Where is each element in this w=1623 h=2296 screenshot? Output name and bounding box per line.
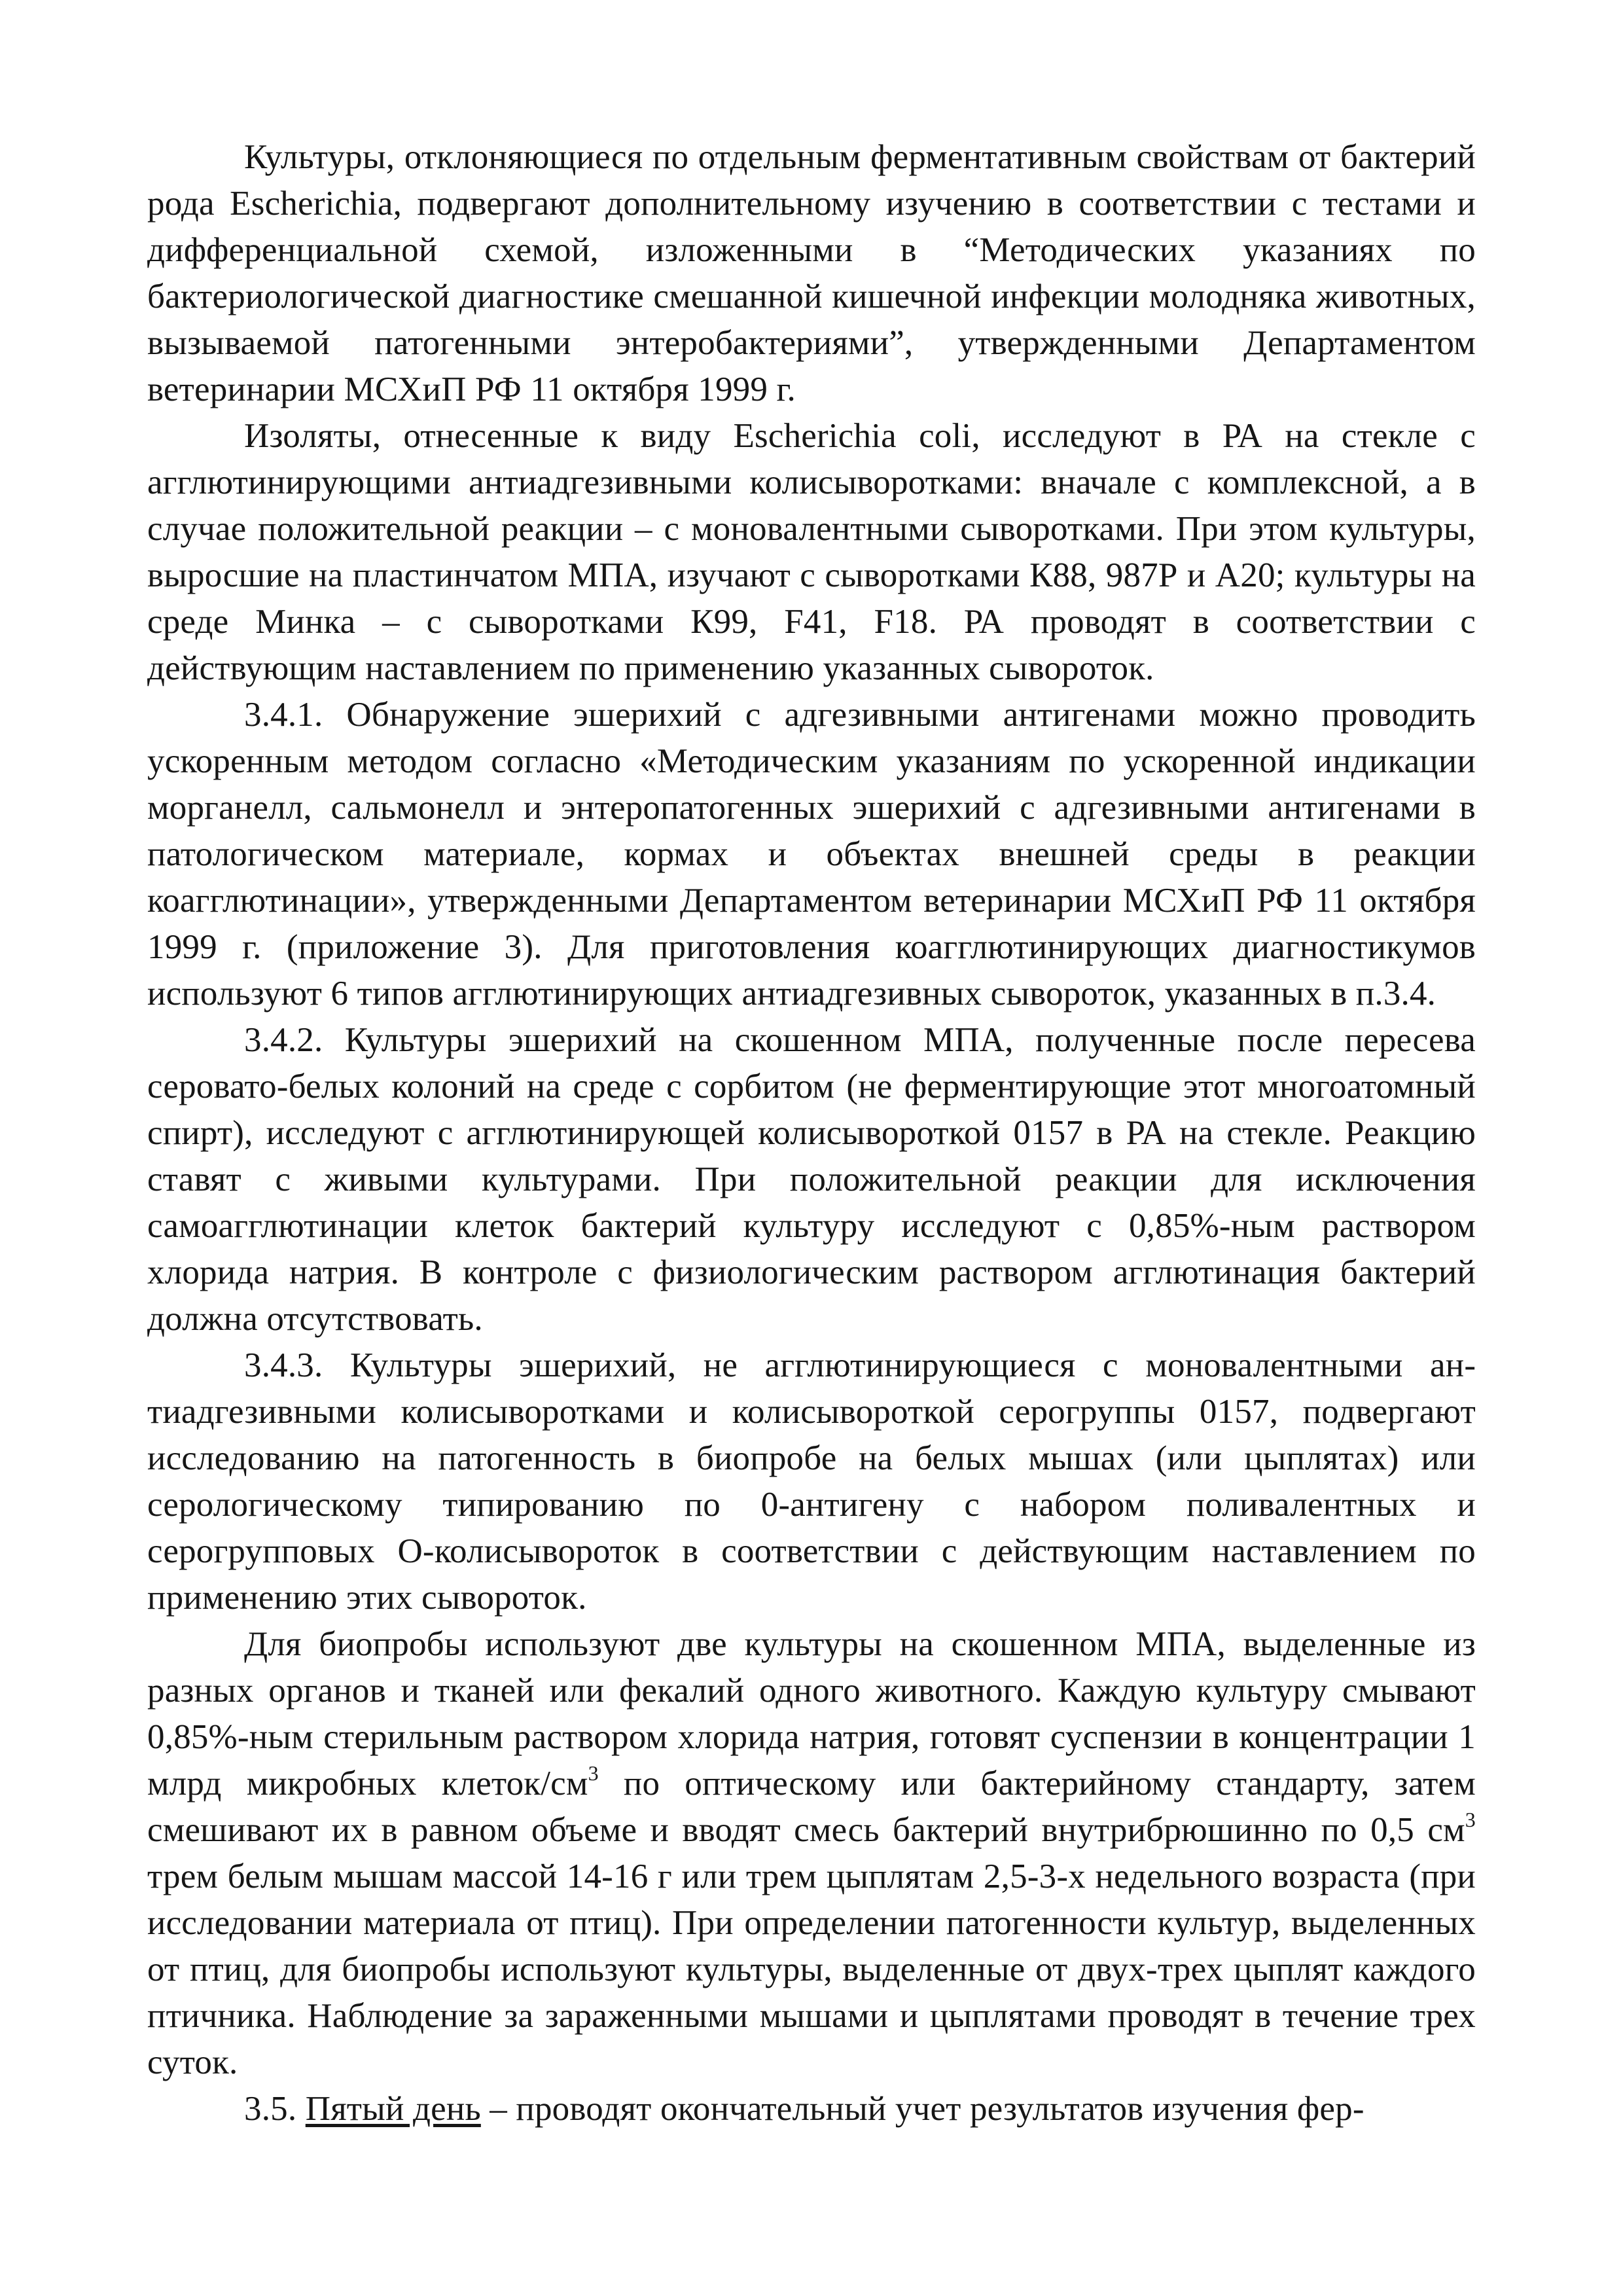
paragraph-culture-deviations: Культуры, отклоняющиеся по отдельным ферментативным свойствам от бактерий рода Escherichia, подвергают дополнительному изучению в соответствии с тестами и дифференциальной схемой, изложенными в “Методических указаниях по бактериологической диагностике смешанной кишечной инфекции молодняка животных, вызываемой патогенными энтеробактериями”, утвержденными Департаментом ветеринарии МСХиП РФ 11 октября 1999 г. <box>147 138 1476 408</box>
paragraph-bioassay <box>147 1621 1476 2086</box>
superscript-cubic-1: 3 <box>588 1761 599 1785</box>
section-3-5-text: – проводят окончательный учет результатов изучения фер- <box>480 2090 1364 2128</box>
paragraph-section-3-5 <box>147 2086 1476 2132</box>
bioassay-text-part-2: по оптическому или бактерийному стандарту, затем смешивают их в равном объеме и вводят смесь бактерий внутрибрюшинно по 0,5 см <box>147 1765 1476 1849</box>
document-page <box>147 134 1476 2132</box>
paragraph-section-3-4-2: 3.4.2. Культуры эшерихий на скошенном МПА, полученные после пересева серовато-белых колоний на среде с сорбитом (не ферментирующие этот многоатомный спирт), исследуют с агглютинирующей колисывороткой 0157 в РА на стекле. Реакцию ставят с живыми культурами. При положительной реакции для исключения самоагглютинации клеток бактерий культуру исследуют с 0,85%-ным раствором хлорида натрия. В контроле с физиологическим раствором агглютинация бактерий должна отсутствовать. <box>147 1021 1476 1338</box>
paragraph-isolates-escherichia-coli: Изоляты, отнесенные к виду Escherichia coli, исследуют в РА на стекле с агглютинирующими антиадгезивными колисыворотками: вначале с комплексной, а в случае положительной реакции – с моновалентными сыворотками. При этом культуры, выросшие на пластинчатом МПА, изучают с сыворотками К88, 987Р и А20; культуры на среде Минка – с сыворотками К99, F41, F18. РА проводят в соответствии с действующим наставлением по применению указанных сывороток. <box>147 417 1476 687</box>
superscript-cubic-2: 3 <box>1465 1808 1476 1831</box>
paragraph-section-3-4-1: 3.4.1. Обнаружение эшерихий с адгезивными антигенами можно проводить ускоренным методом согласно «Методическим указаниям по ускоренной индикации морганелл, сальмонелл и энтеропатогенных эшерихий с адгезивными антигенами в патологическом материале, кормах и объектах внешней среды в реакции коагглютинации», утвержденными Департаментом ветеринарии МСХиП РФ 11 октября 1999 г. (приложение 3). Для приготовления коагглютинирующих диагностикумов используют 6 типов агглютинирующих антиадгезивных сывороток, указанных в п.3.4. <box>147 696 1476 1013</box>
bioassay-text-part-3: трем белым мышам массой 14-16 г или трем цыплятам 2,5-3-х недельного возраста (при исследовании материала от птиц). При определении патогенности культур, выделенных от птиц, для биопробы используют культуры, выделенные от двух-трех цыплят каждого птичника. Наблюдение за зараженными мышами и цыплятами проводят в течение трех суток. <box>147 1857 1476 2081</box>
section-3-5-number: 3.5. <box>244 2090 306 2128</box>
bioassay-text-part-1: Для биопробы используют две культуры на скошенном МПА, выделенные из разных органов и тканей или фекалий одного животного. Каждую культуру смывают 0,85%-ным стерильным раствором хлорида натрия, готовят суспензии в концентрации 1 млрд микробных клеток/см <box>147 1625 1476 1803</box>
section-3-5-heading-fifth-day: Пятый день <box>305 2090 481 2128</box>
paragraph-section-3-4-3: 3.4.3. Культуры эшерихий, не агглютинирующиеся с моновалентными антиадгезивными колисыворотками и колисывороткой серогруппы 0157, подвергают исследованию на патогенность в биопробе на белых мышах (или цыплятах) или серологическому типированию по 0-антигену с набором поливалентных и серогрупповых О-колисывороток в соответствии с действующим наставлением по применению этих сывороток. <box>147 1346 1476 1617</box>
